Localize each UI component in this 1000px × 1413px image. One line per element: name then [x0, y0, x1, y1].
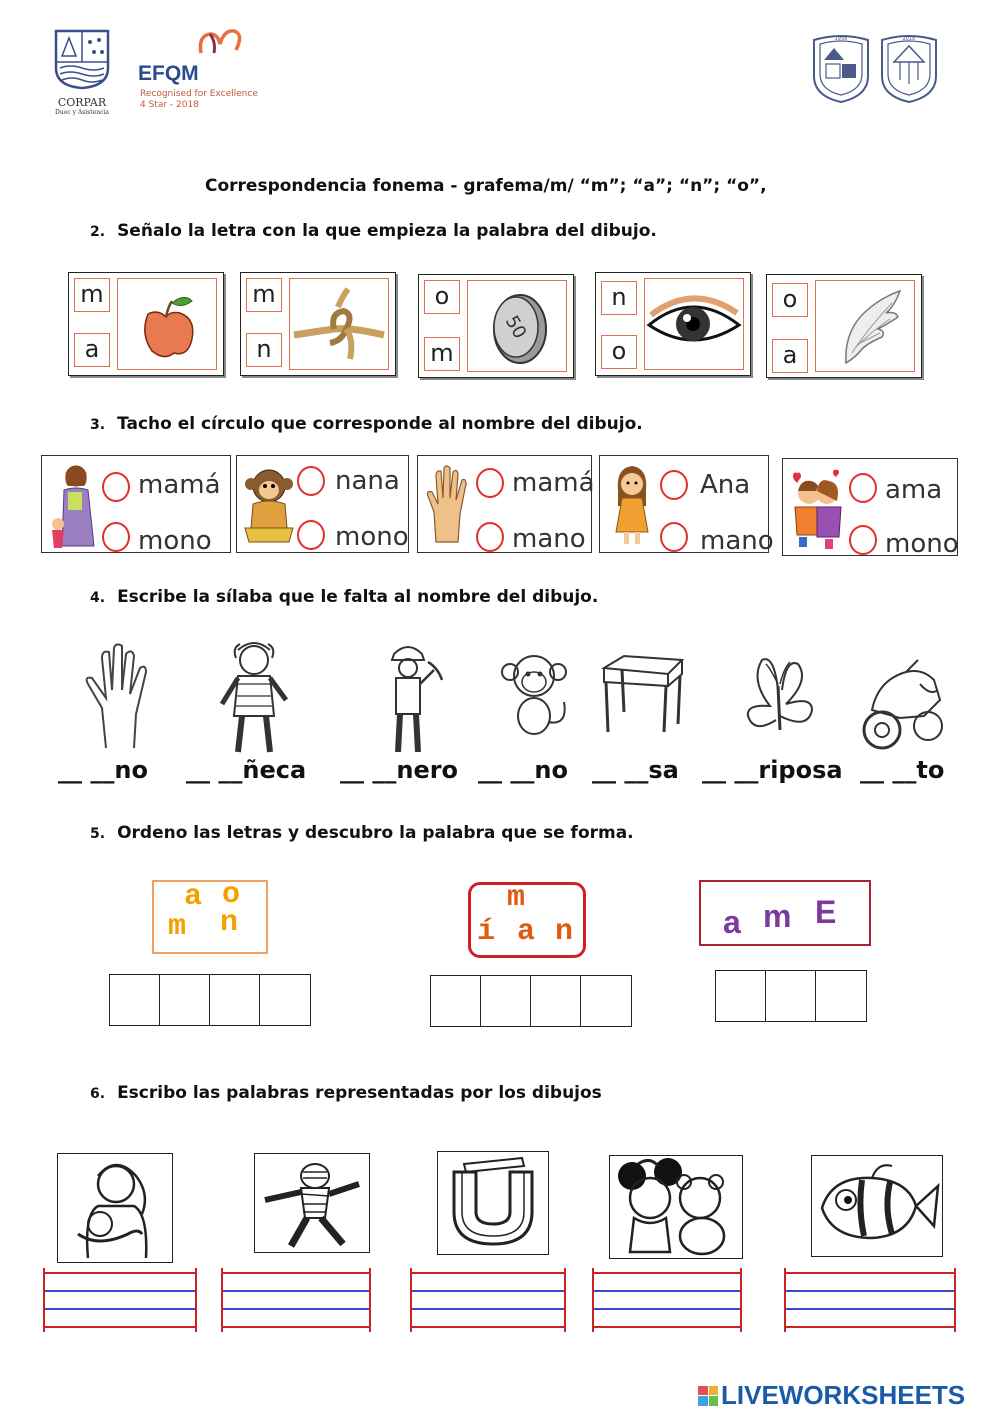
- section3-number: 3.: [90, 417, 106, 433]
- picture-frame: [289, 278, 389, 370]
- answer-circle-bottom[interactable]: [102, 522, 130, 552]
- letter-option-top[interactable]: n: [601, 281, 637, 315]
- answer-cell[interactable]: [210, 975, 260, 1025]
- section2-heading: [90, 221, 657, 241]
- mummy-icon: [255, 1154, 369, 1252]
- section2-instruction: Señalo la letra con la que empieza la palabra del dibujo.: [117, 221, 657, 241]
- word-card-5: [782, 458, 959, 559]
- letter-puzzle-3: [699, 880, 871, 946]
- efqm-logo: [138, 28, 258, 118]
- answer-circle-bottom[interactable]: [849, 525, 877, 555]
- section5-heading: [90, 823, 634, 843]
- answer-cell[interactable]: [431, 976, 481, 1026]
- scrambled-letter: a: [184, 880, 203, 914]
- scrambled-letter: n: [220, 906, 239, 940]
- monkey-icon: [241, 462, 297, 548]
- efqm-name: EFQM: [138, 62, 199, 85]
- writing-lines-3[interactable]: [410, 1268, 566, 1332]
- crest-year-1: 1958: [834, 36, 848, 42]
- scrambled-letter: m: [168, 910, 187, 944]
- scrambled-letter: m: [763, 898, 792, 934]
- answer-grid-3: [715, 970, 867, 1022]
- eye-icon: [645, 279, 743, 369]
- answer-circle-bottom[interactable]: [476, 522, 504, 552]
- monkey-icon: [496, 646, 576, 746]
- scrambled-letter: í: [477, 915, 496, 949]
- hug-icon: [787, 463, 847, 553]
- wing-icon: [816, 281, 914, 371]
- letter-puzzle-1: [152, 880, 268, 954]
- answer-cell[interactable]: [816, 971, 866, 1021]
- word-option-top: mamá: [512, 468, 595, 498]
- missing-syllable-6[interactable]: __ __riposa: [702, 756, 843, 784]
- miner-icon: [378, 640, 448, 756]
- letter-card-3: [418, 274, 574, 378]
- scrambled-letter: E: [815, 894, 837, 930]
- letter-option-bottom[interactable]: m: [424, 337, 460, 371]
- missing-syllable-5[interactable]: __ __sa: [592, 756, 679, 784]
- hand-icon: [82, 642, 162, 752]
- liveworksheets-logo: [698, 1380, 965, 1411]
- corpar-crest-icon: [52, 28, 112, 90]
- section4-heading: [90, 587, 598, 607]
- picture-frame-3: [437, 1151, 549, 1255]
- picture-frame-5: [811, 1155, 943, 1257]
- picture-frame: [815, 280, 915, 372]
- letter-option-bottom[interactable]: a: [772, 339, 808, 373]
- word-card-4: [599, 455, 774, 556]
- doll-icon: [214, 640, 294, 756]
- letter-card-5: [766, 274, 922, 378]
- answer-circle-bottom[interactable]: [660, 522, 688, 552]
- coin-label: 50: [500, 312, 531, 343]
- picture-frame: [117, 278, 217, 370]
- answer-grid-1: [109, 974, 311, 1026]
- answer-circle-top[interactable]: [476, 468, 504, 498]
- section6-number: 6.: [90, 1086, 106, 1102]
- letter-card-1: [68, 272, 224, 376]
- word-card-1: [41, 455, 231, 556]
- efqm-line1: Recognised for Excellence: [140, 89, 258, 99]
- letter-option-bottom[interactable]: a: [74, 333, 110, 367]
- crest-icon: [878, 32, 940, 104]
- section4-instruction: Escribe la sílaba que le falta al nombre del dibujo.: [117, 587, 599, 607]
- letter-option-top[interactable]: m: [246, 278, 282, 312]
- letter-option-top[interactable]: m: [74, 278, 110, 312]
- crest-icon: [810, 32, 872, 104]
- missing-syllable-7[interactable]: __ __to: [860, 756, 945, 784]
- word-option-bottom: mano: [700, 526, 774, 556]
- butterfly-icon: [740, 650, 820, 750]
- page-title: Correspondencia fonema - grafema/m/ “m”; “a”; “n”; “o”,: [205, 176, 767, 196]
- answer-grid-2: [430, 975, 632, 1027]
- word-option-bottom: mono: [138, 526, 212, 556]
- scrambled-letter: a: [723, 904, 741, 940]
- writing-lines-5[interactable]: [784, 1268, 956, 1332]
- magnet-icon: [438, 1152, 548, 1254]
- letter-option-top[interactable]: o: [424, 280, 460, 314]
- answer-cell[interactable]: [481, 976, 531, 1026]
- answer-circle-bottom[interactable]: [297, 520, 325, 550]
- word-option-top: nana: [335, 466, 400, 496]
- section3-heading: [90, 414, 643, 434]
- picture-frame-4: [609, 1155, 743, 1259]
- word-card-3: [417, 455, 595, 554]
- answer-circle-top[interactable]: [660, 470, 688, 500]
- corpar-logo: [52, 28, 112, 116]
- letter-option-bottom[interactable]: n: [246, 333, 282, 367]
- missing-syllable-4[interactable]: __ __no: [478, 756, 568, 784]
- efqm-ribbon-icon: [196, 28, 246, 58]
- hand-icon: [422, 462, 472, 548]
- answer-cell[interactable]: [260, 975, 310, 1025]
- word-option-top: mamá: [138, 470, 221, 500]
- section3-instruction: Tacho el círculo que corresponde al nombre del dibujo.: [117, 414, 643, 434]
- school-crest-1: [810, 32, 872, 108]
- writing-lines-1[interactable]: [43, 1268, 197, 1332]
- missing-syllable-1[interactable]: __ __no: [58, 756, 148, 784]
- answer-cell[interactable]: [581, 976, 631, 1026]
- corpar-name: CORPAR: [57, 96, 107, 109]
- writing-lines-2[interactable]: [221, 1268, 371, 1332]
- picture-frame: [644, 278, 744, 370]
- answer-cell[interactable]: [160, 975, 210, 1025]
- table-icon: [598, 652, 688, 736]
- live-badge-icon: [698, 1386, 718, 1406]
- footer-brand: LIVEWORKSHEETS: [721, 1380, 966, 1410]
- minnie-bear-icon: [610, 1156, 742, 1258]
- answer-circle-top[interactable]: [102, 472, 130, 502]
- letter-option-top[interactable]: o: [772, 283, 808, 317]
- section5-instruction: Ordeno las letras y descubro la palabra que se forma.: [117, 823, 634, 843]
- corpar-subtitle: Duoc y Asistencia: [55, 109, 109, 116]
- answer-cell[interactable]: [766, 971, 816, 1021]
- picture-frame-2: [254, 1153, 370, 1253]
- mother-child-icon: [46, 460, 102, 550]
- coin-icon: [468, 281, 566, 371]
- section6-heading: [90, 1083, 602, 1103]
- efqm-line2: 4 Star - 2018: [140, 100, 199, 110]
- letter-option-bottom[interactable]: o: [601, 335, 637, 369]
- word-option-top: ama: [885, 475, 943, 505]
- answer-cell[interactable]: [716, 971, 766, 1021]
- section6-instruction: Escribo las palabras representadas por los dibujos: [117, 1083, 602, 1103]
- answer-circle-top[interactable]: [297, 466, 325, 496]
- letter-puzzle-2: [468, 882, 586, 958]
- apple-icon: [118, 279, 216, 369]
- word-option-bottom: mono: [885, 529, 959, 559]
- motorcycle-icon: [858, 656, 948, 752]
- scrambled-letter: m: [507, 881, 526, 915]
- knot-icon: [290, 279, 388, 369]
- scrambled-letter: n: [555, 915, 574, 949]
- fish-icon: [812, 1156, 942, 1256]
- scrambled-letter: a: [517, 915, 536, 949]
- answer-circle-top[interactable]: [849, 473, 877, 503]
- section2-number: 2.: [90, 224, 106, 240]
- scrambled-letter: o: [222, 878, 241, 912]
- missing-syllable-3[interactable]: __ __nero: [340, 756, 459, 784]
- girl-icon: [610, 462, 654, 548]
- section4-number: 4.: [90, 590, 106, 606]
- word-option-bottom: mano: [512, 524, 586, 554]
- letter-card-4: [595, 272, 751, 376]
- picture-frame-1: [57, 1153, 173, 1263]
- school-crest-2: [878, 32, 940, 108]
- word-option-top: Ana: [700, 470, 751, 500]
- answer-cell[interactable]: [531, 976, 581, 1026]
- section5-number: 5.: [90, 826, 106, 842]
- answer-cell[interactable]: [110, 975, 160, 1025]
- missing-syllable-2[interactable]: __ __ñeca: [186, 756, 307, 784]
- mother-baby-icon: [58, 1154, 172, 1262]
- word-card-2: [236, 455, 409, 553]
- word-option-bottom: mono: [335, 522, 409, 552]
- writing-lines-4[interactable]: [592, 1268, 742, 1332]
- letter-card-2: [240, 272, 396, 376]
- crest-year-2: 2018: [902, 36, 916, 42]
- picture-frame: [467, 280, 567, 372]
